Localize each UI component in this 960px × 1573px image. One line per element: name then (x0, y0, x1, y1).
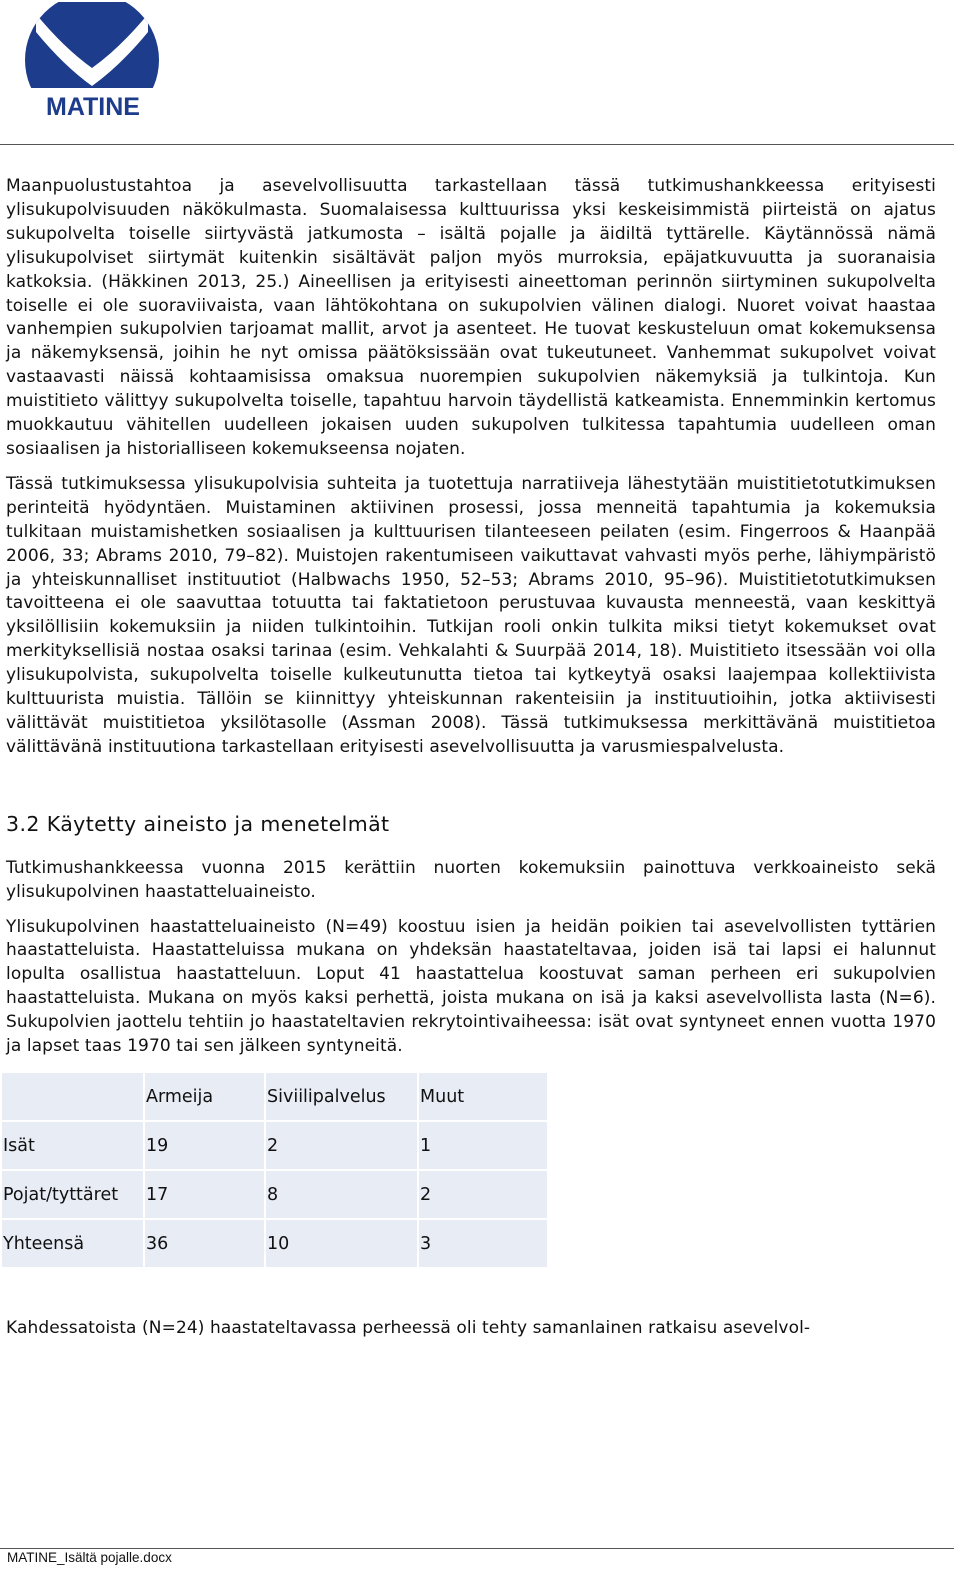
footer-divider (0, 1548, 954, 1549)
table-cell: 2 (266, 1122, 417, 1169)
table-row (2, 1122, 547, 1169)
paragraph-continuation: Kahdessatoista (N=24) haastateltavassa perheessä oli tehty samanlainen ratkaisu asevelvol- (6, 1318, 811, 1338)
interview-table (0, 1071, 549, 1269)
table-header-cell (2, 1073, 143, 1120)
table-row (2, 1220, 547, 1267)
table-cell: Pojat/tyttäret (2, 1171, 143, 1218)
table-cell: 2 (419, 1171, 547, 1218)
table-header-cell: Muut (419, 1073, 547, 1120)
section-heading: 3.2 Käytetty aineisto ja menetelmät (6, 811, 390, 836)
table-cell: Yhteensä (2, 1220, 143, 1267)
table-cell: 1 (419, 1122, 547, 1169)
logo-wordmark: MATINE (46, 93, 140, 120)
table-cell: Isät (2, 1122, 143, 1169)
header-divider (0, 144, 954, 145)
document-body (3, 175, 936, 1341)
table-cell: 10 (266, 1220, 417, 1267)
table-row (2, 1171, 547, 1218)
table-cell: 36 (145, 1220, 264, 1267)
table-cell: 8 (266, 1171, 417, 1218)
paragraph-dataset: Tutkimushankkeessa vuonna 2015 kerättiin nuorten kokemuksiin painottuva verkkoaineisto sekä ylisukupolvinen haastatteluaineisto. (6, 857, 936, 902)
paragraph-methods: Tässä tutkimuksessa ylisukupolvisia suhteita ja tuotettuja narratiiveja lähestytään muistitietotutkimuksen perinteitä hyödyntäen. Muistaminen aktiivinen prosessi, jossa menneitä tapahtumia ja kokemuksia tulkitaan muistamishetken sosiaalisen ja kulttuurisen tilanteeseen peilaten (esim. Fingerroos & Haanpää 2006, 33; Abrams 2010, 79–82). Muistojen rakentumiseen vaikuttavat vahvasti myös perhe, lähiympäristö ja yhteiskunnalliset instituutiot (Halbwachs 1950, 52–53; Abrams 2010, 95–96). Muistitietotutkimuksen tavoitteena ei ole saavuttaa totuutta tai faktatietoon perustuvaa kuvausta menneestä, vaan keskittyä yksilöllisiin kokemuksiin ja niiden tulkintoihin. Tutkijan rooli onkin tulkita miksi tietyt kokemukset ovat merkityksellisiä nostaa osaksi tarinaa (esim. Vehkalahti & Suurpää 2014, 18). Muistitieto itsessään voi olla ylisukupolvista, sukupolvelta toiselle kulkeutunutta tietoa tai kytkeytyä osaksi laajempaa kollektiivista kulttuurista muistia. Tällöin se kiinnittyy yhteiskunnan rakenteisiin ja instituutioihin, jotka aktiivisesti välittävät muistitietoa yksilötasolle (Assman 2008). Tässä tutkimuksessa merkittävänä muistitietoa välittävänä instituutiona tarkastellaan erityisesti asevelvollisuutta ja varusmiespalvelusta. (6, 473, 936, 757)
paragraph-intro: Maanpuolustustahtoa ja asevelvollisuutta tarkastellaan tässä tutkimushankkeessa erityisesti ylisukupolvisuuden näkökulmasta. Suomalaisessa kulttuurissa yksi keskeisimmistä piirteistä on ajatus sukupolvelta toiselle siirtyvästä jatkumosta – isältä pojalle ja äidiltä tyttärelle. Käytännössä nämä ylisukupolviset siirtymät kuitenkin sisältävät paljon myös murroksia, epäjatkuvuutta ja suoranaisia katkoksia. (Häkkinen 2013, 25.) Aineellisen ja erityisesti aineettoman perinnön siirtyminen sukupolvelta toiselle ei ole suoraviivaista, vaan lähtökohtana on sukupolvien välinen dialogi. Nuoret voivat haastaa vanhempien sukupolvien tarjoamat mallit, arvot ja asenteet. He tuovat keskusteluun omat kokemuksensa ja näkemyksensä, joihin he nyt omissa päätöksissään ovat tukeutuneet. Vanhemmat sukupolvet voivat vastaavasti näissä kohtaamisissa omaksua nuorempien sukupolvien näkemyksiä ja tulkintoja. Kun muistitieto välittyy sukupolvelta toiselle, tapahtuu harvoin täydellistä katkeamista. Ennemminkin kertomus muokkautuu vähitellen uudelleen jokaisen uuden sukupolven tulkitessa tapahtumia uudelleen oman sosiaalisen ja historialliseen kokemukseensa nojaten. (6, 176, 936, 459)
table-cell: 3 (419, 1220, 547, 1267)
matine-logo-mark (22, 2, 162, 120)
table-header-cell: Armeija (145, 1073, 264, 1120)
table-header-cell: Siviilipalvelus (266, 1073, 417, 1120)
paragraph-interviews: Ylisukupolvinen haastatteluaineisto (N=49) koostuu isien ja heidän poikien tai asevelvollisten tyttärien haastatteluista. Haastatteluissa mukana on yhdeksän haastateltavaa, joiden isä tai lapsi ei halunnut lopulta osallistua haastatteluun. Loput 41 haastattelua koostuvat saman perheen eri sukupolvien haastatteluista. Mukana on myös kaksi perhettä, joista mukana on isä ja kaksi asevelvollista lasta (N=6). Sukupolvien jaottelu tehtiin jo haastateltavien rekrytointivaiheessa: isät ovat syntyneet ennen vuotta 1970 ja lapset taas 1970 tai sen jälkeen syntyneitä. (6, 916, 936, 1057)
table-header-row (2, 1073, 547, 1120)
table-cell: 19 (145, 1122, 264, 1169)
matine-logo (22, 2, 162, 120)
footer-filename: MATINE_Isältä pojalle.docx (7, 1550, 172, 1565)
table-cell: 17 (145, 1171, 264, 1218)
